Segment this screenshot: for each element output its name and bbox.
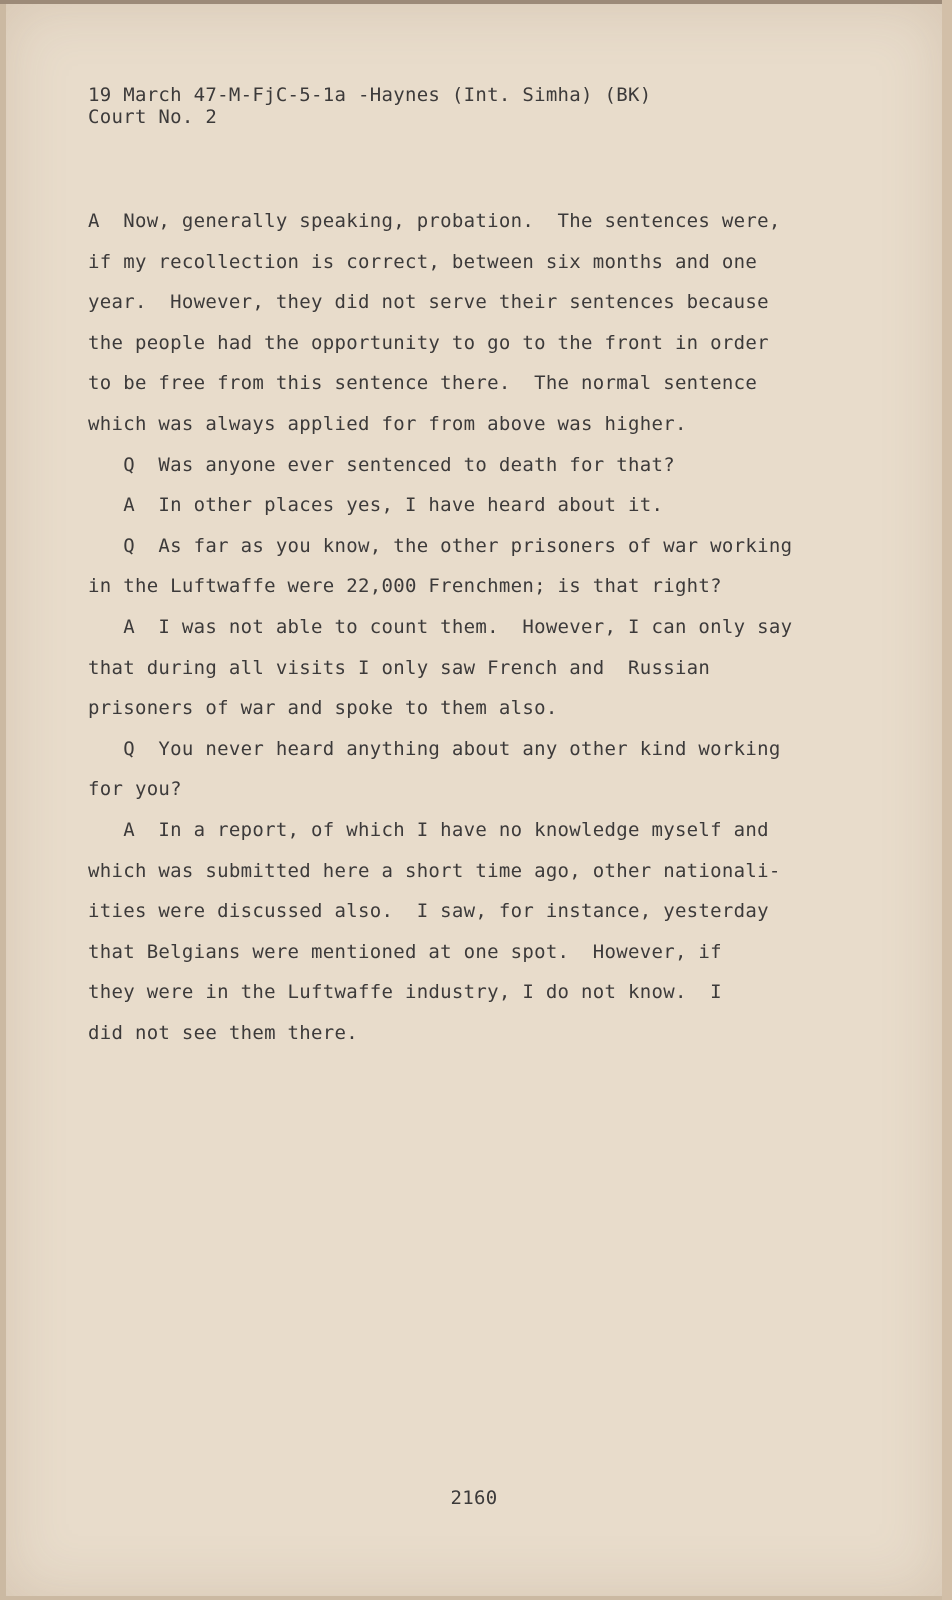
transcript-line: in the Luftwaffe were 22,000 Frenchmen; is that right? [88, 575, 722, 598]
transcript-line: Q You never heard anything about any other kind working [88, 737, 781, 760]
transcript-line: did not see them there. [88, 1021, 358, 1044]
transcript-line: if my recollection is correct, between six months and one [88, 250, 758, 273]
transcript-line: that Belgians were mentioned at one spot. However, if [88, 940, 722, 963]
header-court-line: Court No. 2 [88, 106, 218, 128]
header-session-line: 19 March 47-M-FjC-5-1a -Haynes (Int. Simha) (BK) [88, 84, 652, 106]
transcript-line: Q As far as you know, the other prisoners of war working [88, 534, 793, 557]
transcript-line: A I was not able to count them. However, I can only say [88, 615, 793, 638]
transcript-line: Q Was anyone ever sentenced to death for that? [88, 453, 675, 476]
transcript-line: to be free from this sentence there. The normal sentence [88, 372, 758, 395]
transcript-line: they were in the Luftwaffe industry, I do not know. I [88, 981, 722, 1004]
paper-right-edge [942, 0, 952, 1600]
transcript-line: year. However, they did not serve their sentences because [88, 291, 769, 314]
transcript-body [88, 201, 848, 1053]
transcript-line: ities were discussed also. I saw, for instance, yesterday [88, 900, 769, 923]
transcript-header [88, 84, 651, 128]
transcript-line: A In other places yes, I have heard about it. [88, 494, 664, 517]
transcript-line: which was always applied for from above was higher. [88, 412, 687, 435]
transcript-line: A Now, generally speaking, probation. The sentences were, [88, 210, 781, 232]
transcript-line: the people had the opportunity to go to the front in order [88, 331, 769, 354]
transcript-line: which was submitted here a short time ago, other nationali- [88, 859, 781, 882]
page-number: 2160 [450, 1487, 498, 1509]
transcript-line: that during all visits I only saw French and Russian [88, 656, 711, 679]
transcript-line: prisoners of war and spoke to them also. [88, 697, 558, 720]
transcript-line: for you? [88, 778, 182, 801]
document-page [6, 4, 942, 1596]
transcript-line: A In a report, of which I have no knowledge myself and [88, 818, 769, 841]
